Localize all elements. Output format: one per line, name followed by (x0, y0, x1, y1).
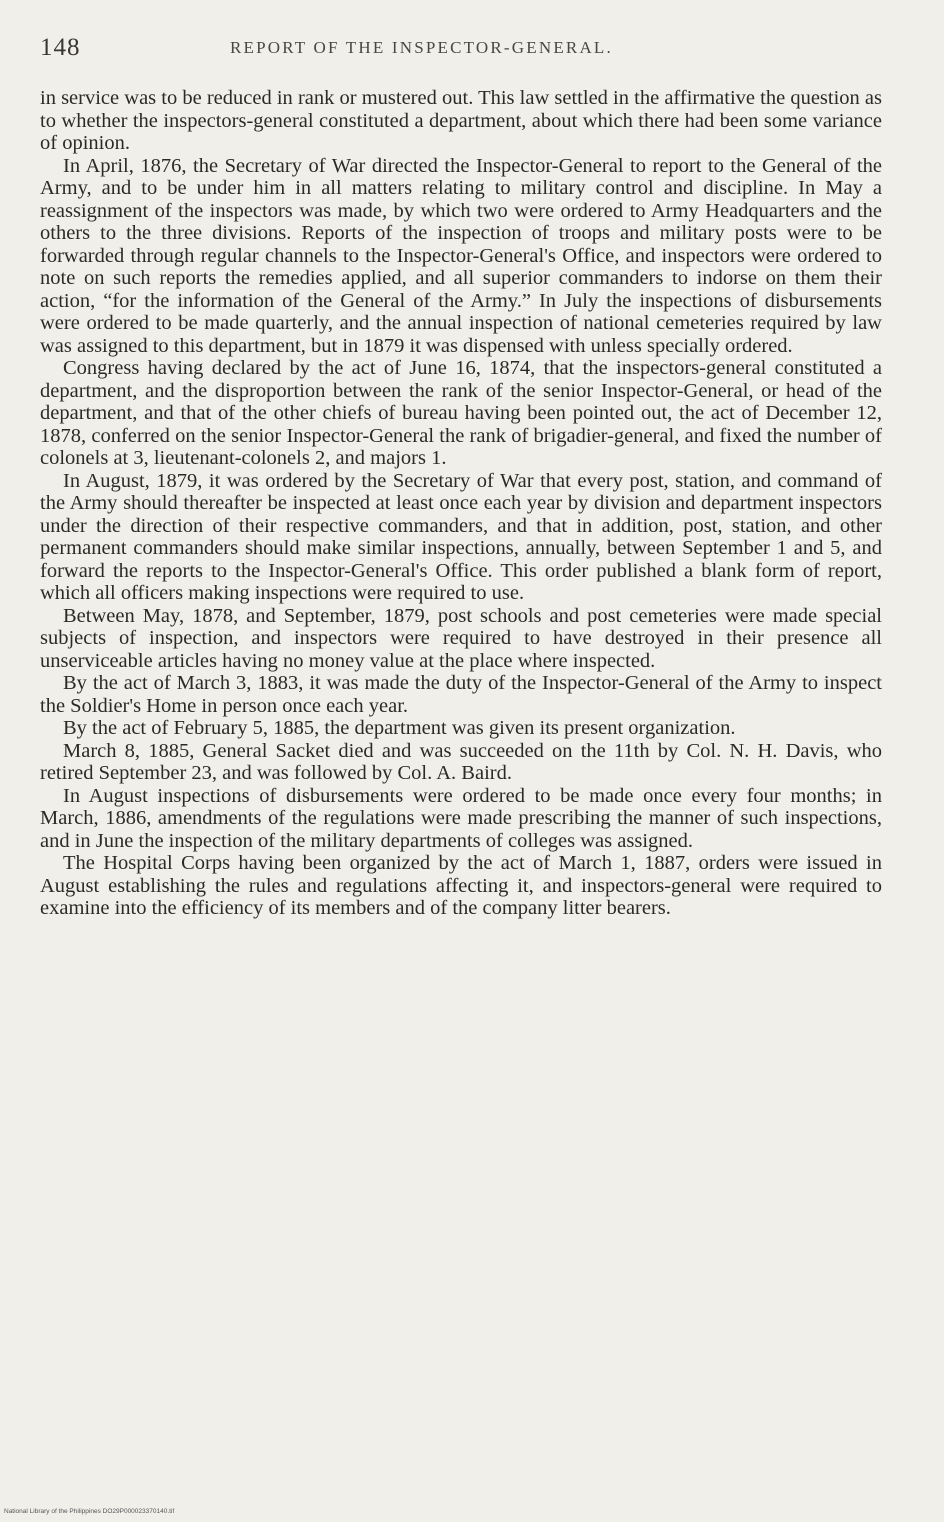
paragraph-3: Congress having declared by the act of June 16, 1874, that the inspectors-general constituted a department, and the disproportion between the rank of the senior Inspector-General, or head of the department, and that of the other chiefs of bureau having been pointed out, the act of December 12, 1878, conferred on the senior Inspector-General the rank of brigadier-general, and fixed the number of colonels at 3, lieutenant-colonels 2, and majors 1. (40, 357, 882, 469)
page-number: 148 (40, 34, 81, 61)
paragraph-9: In August inspections of disbursements were ordered to be made once every four months; in March, 1886, amendments of the regulations were made prescribing the manner of such inspections, and in June the inspection of the military departments of colleges was assigned. (40, 784, 882, 852)
paragraph-2: In April, 1876, the Secretary of War directed the Inspector-General to report to the General of the Army, and to be under him in all matters relating to military control and discipline. In May a reassignment of the inspectors was made, by which two were ordered to Army Headquarters and the others to the three divisions. Reports of the inspection of troops and military posts were to be forwarded through regular channels to the Inspector-General's Office, and inspectors were ordered to note on such reports the remedies applied, and all superior commanders to indorse on them their action, “for the information of the General of the Army.” In July the inspections of disbursements were ordered to be made quarterly, and the annual inspection of national cemeteries required by law was assigned to this department, but in 1879 it was dispensed with unless specially ordered. (40, 154, 882, 357)
running-head: REPORT OF THE INSPECTOR-GENERAL. (230, 38, 613, 57)
paragraph-6: By the act of March 3, 1883, it was made the duty of the Inspector-General of the Army to inspect the Soldier's Home in person once each year. (40, 672, 882, 717)
paragraph-10: The Hospital Corps having been organized by the act of March 1, 1887, orders were issued in August establishing the rules and regulations affecting it, and inspectors-general were required to examine into the efficiency of its members and of the company litter bearers. (40, 852, 882, 919)
paragraph-7: By the act of February 5, 1885, the department was given its present organization. (63, 717, 736, 739)
paragraph-1: in service was to be reduced in rank or mustered out. This law settled in the affirmative the question as to whether the inspectors-general constituted a department, about which there had been some variance of opinion. (40, 87, 882, 154)
paragraph-8: March 8, 1885, General Sacket died and was succeeded on the 11th by Col. N. H. Davis, who retired September 23, and was followed by Col. A. Baird. (40, 739, 882, 784)
body-text (40, 87, 882, 920)
scan-credit: National Library of the Philippines DO29P000023370140.tif (4, 1508, 175, 1515)
paragraph-5: Between May, 1878, and September, 1879, post schools and post cemeteries were made special subjects of inspection, and inspectors were required to have destroyed in their presence all unserviceable articles having no money value at the place where inspected. (40, 604, 882, 672)
page-header (40, 30, 882, 70)
paragraph-4: In August, 1879, it was ordered by the Secretary of War that every post, station, and command of the Army should thereafter be inspected at least once each year by division and department inspectors under the direction of their respective commanders, and that in addition, post, station, and other permanent commanders should make similar inspections, annually, between September 1 and 5, and forward the reports to the Inspector-General's Office. This order published a blank form of report, which all officers making inspections were required to use. (40, 469, 882, 604)
